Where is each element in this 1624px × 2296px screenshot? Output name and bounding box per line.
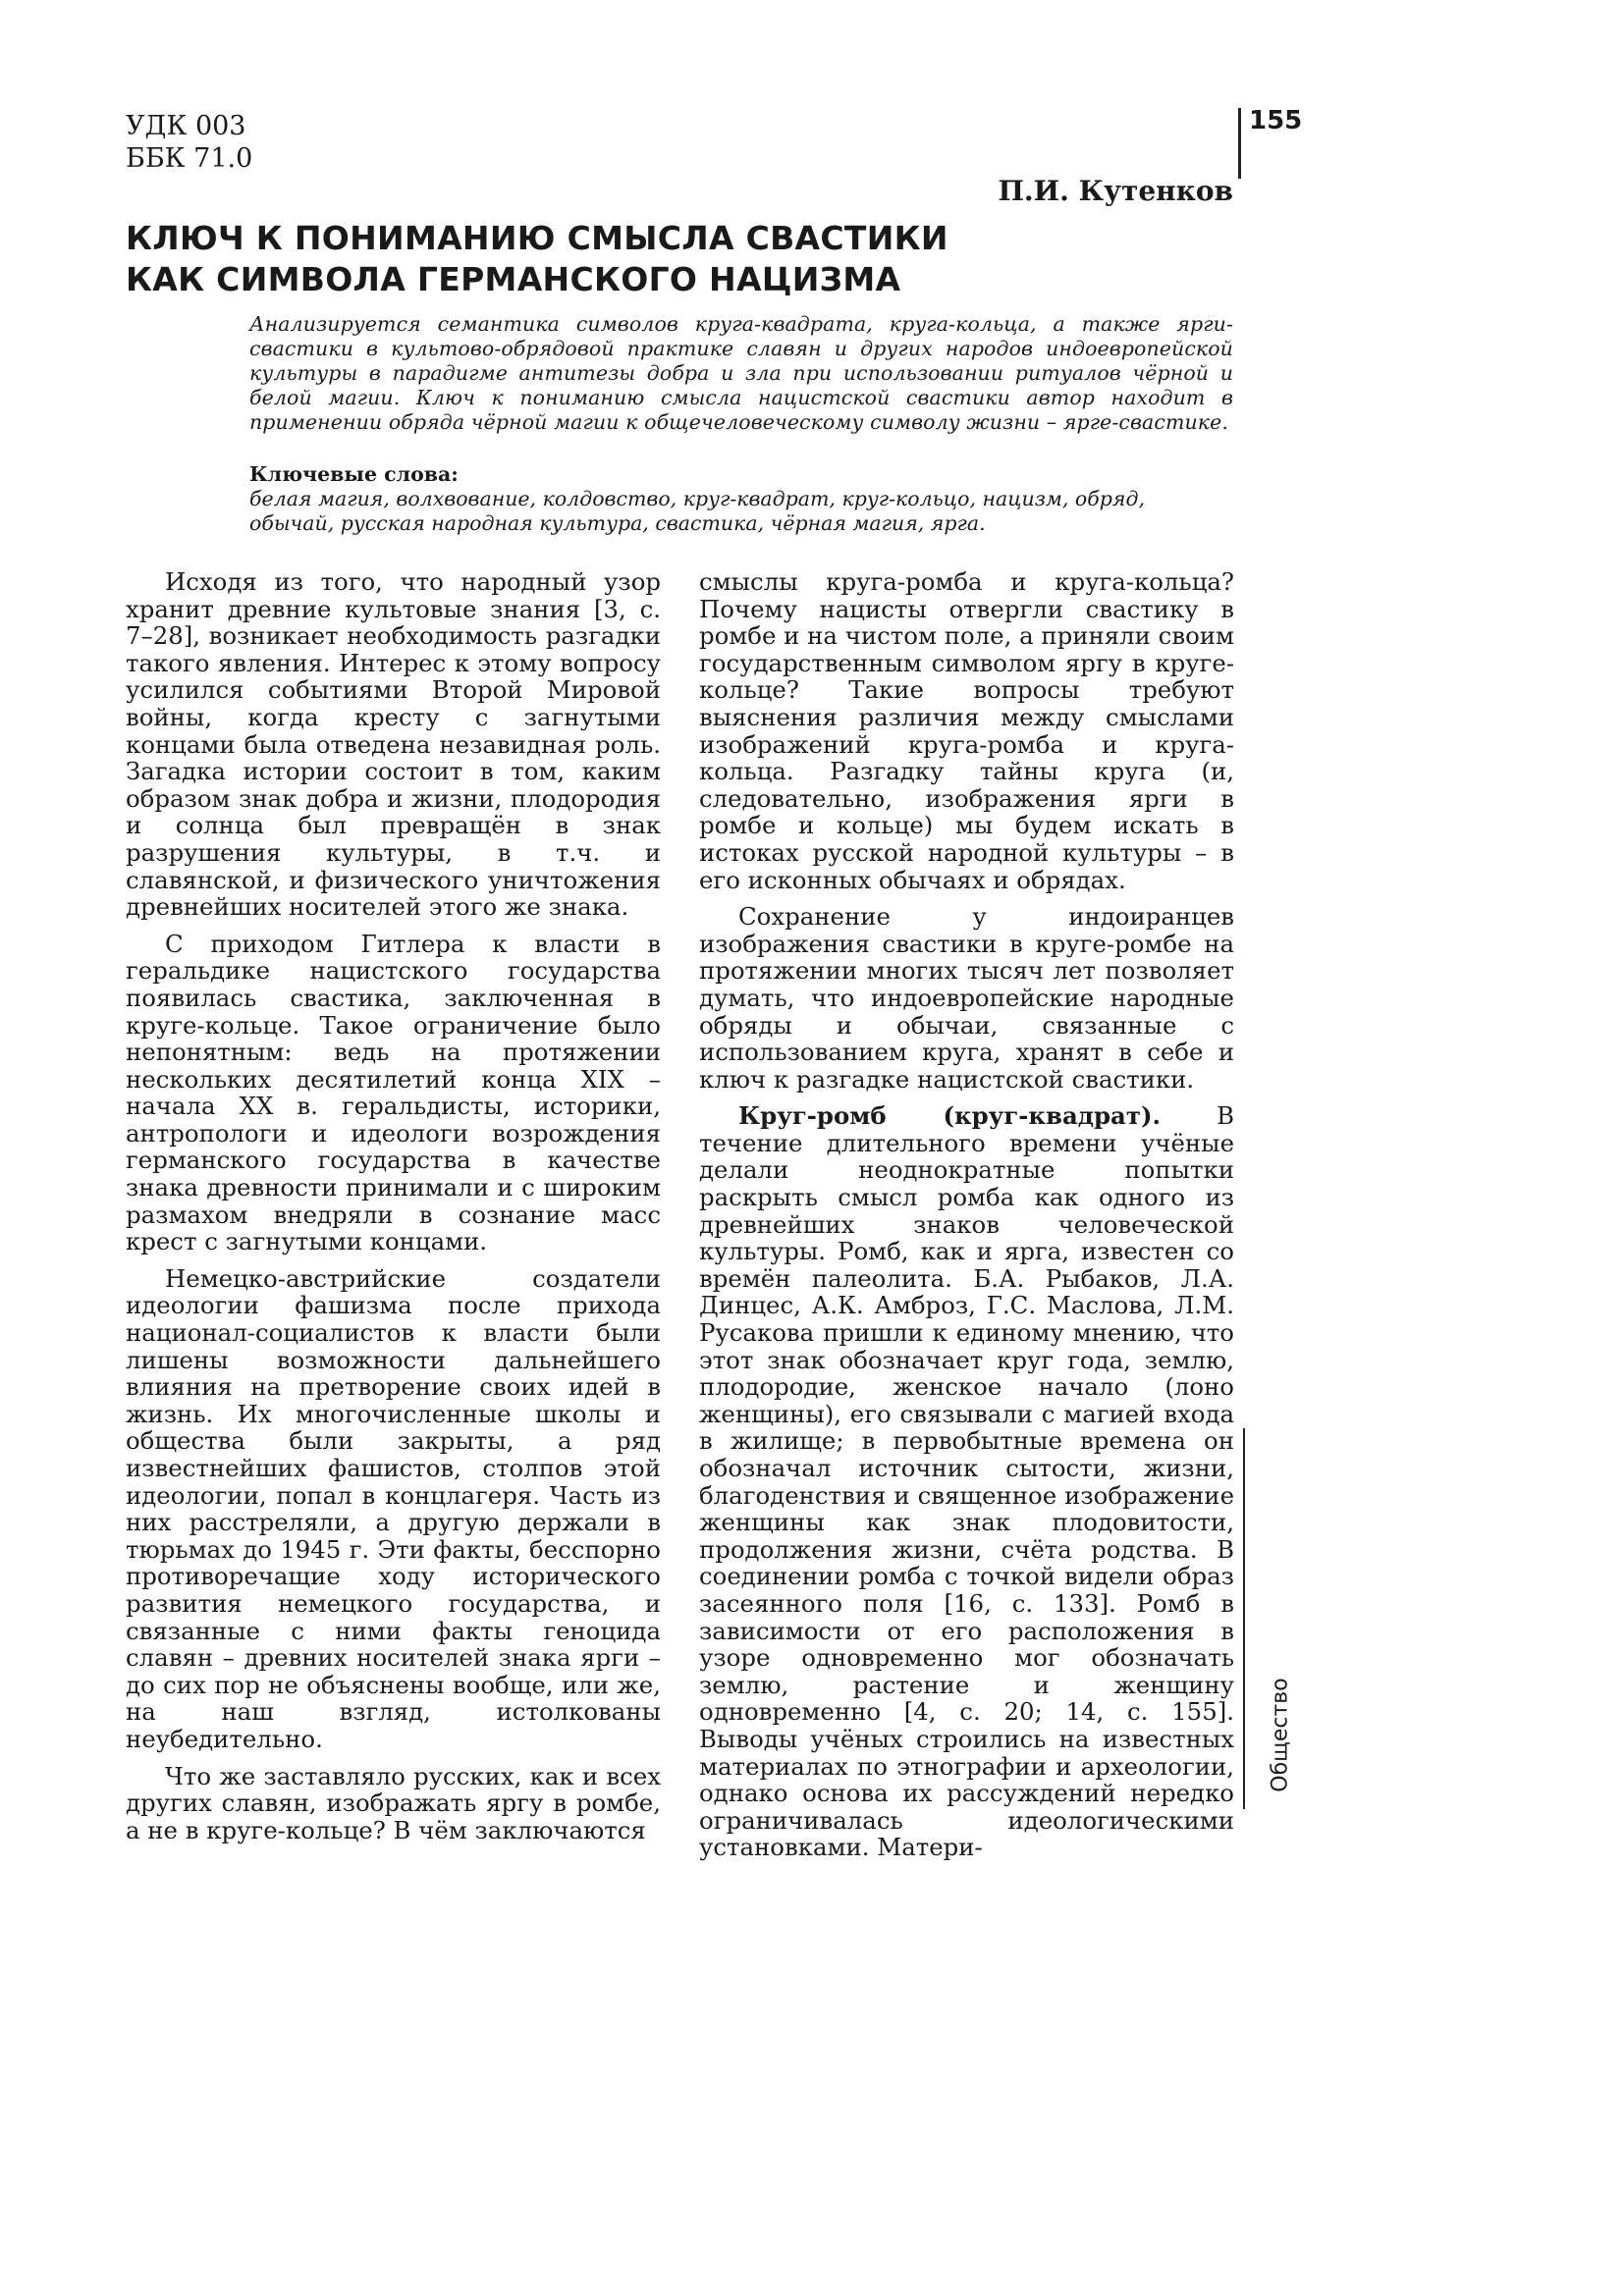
text-column-left [126, 568, 661, 1853]
article-title [126, 218, 948, 300]
udk-code: УДК 003 [126, 111, 246, 141]
title-line-2: КАК СИМВОЛА ГЕРМАНСКОГО НАЦИЗМА [126, 260, 901, 298]
keywords-list: белая магия, волхвование, колдовство, круг-квадрат, круг-кольцо, нацизм, обряд, обычай, русская народная культура, свастика, чёрная магия, ярга. [249, 487, 1145, 535]
paragraph: Исходя из того, что народный узор хранит древние культовые знания [3, с. 7–28], возникает необходимость разгадки такого явления. Интерес к этому вопросу усилился событиями Второй Мировой войны, когда кресту с загнутыми концами была отведена незавидная роль. Загадка истории состоит в том, каким образом знак добра и жизни, плодородия и солнца был превращён в знак разрушения культуры, в т.ч. и славянской, и физического уничтожения древнейших носителей этого же знака. [126, 567, 661, 922]
bbk-code: ББК 71.0 [126, 143, 253, 174]
side-rule [1243, 1428, 1245, 1809]
author-name: П.И. Кутенков [998, 175, 1233, 207]
paragraph: смыслы круга-ромба и круга-кольца? Почему нацисты отвергли свастику в ромбе и на чистом поле, а приняли своим государственным символом яргу в круге-кольце? Такие вопросы требуют выяснения различия между смыслами изображений круга-ромба и круга-кольца. Разгадку тайны круга (и, следовательно, изображения ярги в ромбе и кольце) мы будем искать в истоках русской народной культуры – в его исконных обычаях и обрядах. [699, 567, 1234, 894]
paragraph: Сохранение у индоиранцев изображения свастики в круге-ромбе на протяжении многих тысяч лет позволяет думать, что индоевропейские народные обряды и обычаи, связанные с использованием круга, хранят в себе и ключ к разгадке нацистской свастики. [699, 902, 1234, 1094]
section-side-label: Общество [1268, 1678, 1293, 1792]
classification-block [126, 110, 252, 175]
paragraph [699, 1102, 1234, 1861]
title-line-1: КЛЮЧ К ПОНИМАНИЮ СМЫСЛА СВАСТИКИ [126, 219, 948, 257]
paragraph: С приходом Гитлера к власти в геральдике нацистского государства появилась свастика, заключенная в круге-кольце. Такое ограничение было непонятным: ведь на протяжении нескольких десятилетий конца XIX – начала XX в. геральдисты, историки, антропологи и идеологи возрождения германского государства в качестве знака древности принимали и с широким размахом внедряли в сознание масс крест с загнутыми концами. [126, 929, 661, 1256]
abstract: Анализируется семантика символов круга-квадрата, круга-кольца, а также ярги-свастики в культово-обрядовой практике славян и других народов индоевропейской культуры в парадигме антитезы добра и зла при использовании ритуалов чёрной и белой магии. Ключ к пониманию смысла нацистской свастики автор находит в применении обряда чёрной магии к общечеловеческому символу жизни – ярге-свастике. [249, 312, 1233, 434]
page-number-rule [1238, 108, 1241, 179]
paragraph-text: В течение длительного времени учёные делали неоднократные попытки раскрыть смысл ромба как одного из древнейших знаков человеческой культуры. Ромб, как и ярга, известен со времён палеолита. Б.А. Рыбаков, Л.А. Динцес, А.К. Амброз, Г.С. Маслова, Л.М. Русакова пришли к единому мнению, что этот знак обозначает круг года, землю, плодородие, женское начало (лоно женщины), его связывали с магией входа в жилище; в первобытные времена он обозначал источник сытости, жизни, благоденствия и священное изображение женщины как знак плодовитости, продолжения жизни, счёта родства. В соединении ромба с точкой видели образ засеянного поля [16, с. 133]. Ромб в зависимости от его расположения в узоре одновременно мог обозначать землю, растение и женщину одновременно [4, с. 20; 14, с. 155]. Выводы учёных строились на известных материалах по этнографии и археологии, однако основа их рассуждений нередко ограничивалась идеологическими установками. Матери- [699, 1101, 1234, 1862]
section-heading: Круг-ромб (круг-квадрат). [738, 1101, 1162, 1131]
text-column-right [699, 568, 1234, 1871]
paragraph: Немецко-австрийские создатели идеологии фашизма после прихода национал-социалистов к власти были лишены возможности дальнейшего влияния на претворение своих идей в жизнь. Их многочисленные школы и общества были закрыты, а ряд известнейших фашистов, столпов этой идеологии, попал в концлагеря. Часть из них расстреляли, а другую держали в тюрьмах до 1945 г. Эти факты, бесспорно противоречащие ходу исторического развития немецкого государства, и связанные с ними факты геноцида славян – древних носителей знака ярги – до сих пор не объяснены вообще, или же, на наш взгляд, истолкованы неубедительно. [126, 1263, 661, 1753]
keywords-label: Ключевые слова: [249, 462, 459, 486]
paragraph: Что же заставляло русских, как и всех других славян, изображать яргу в ромбе, а не в круге-кольце? В чём заключаются [126, 1761, 661, 1844]
page-number: 155 [1249, 106, 1303, 135]
